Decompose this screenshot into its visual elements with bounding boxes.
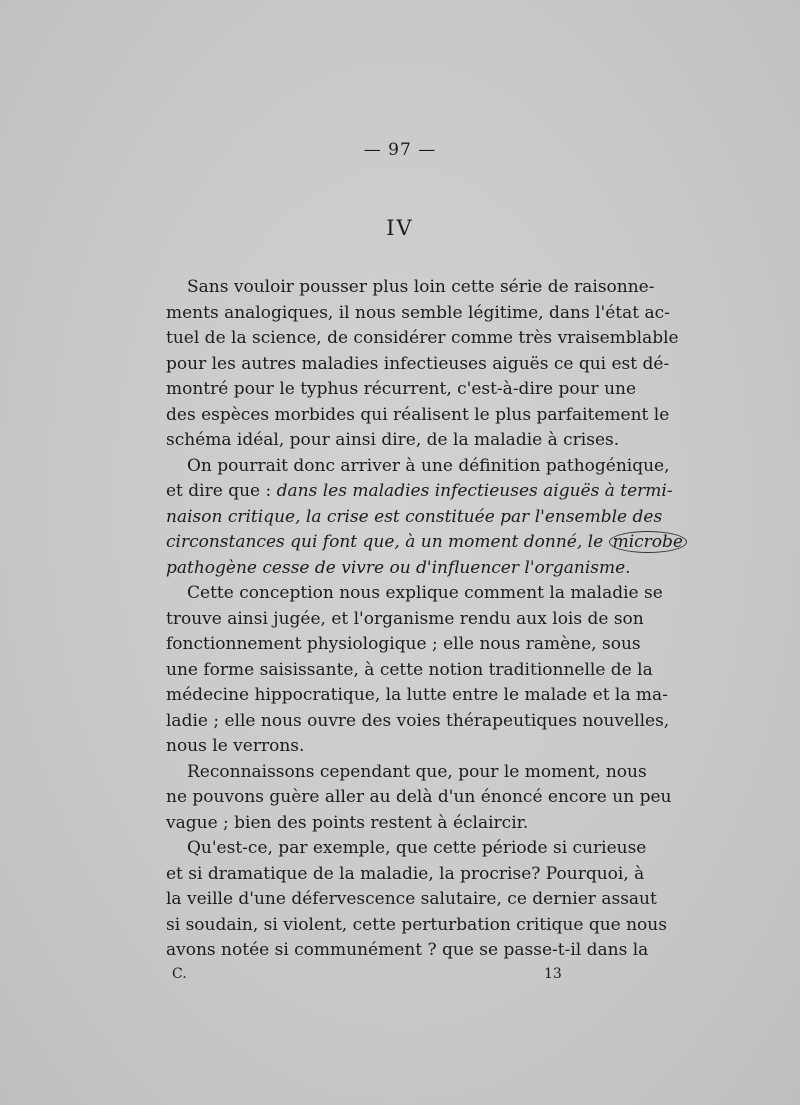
text-line bbox=[166, 428, 620, 454]
text-line bbox=[166, 734, 613, 760]
text-run: montré pour le typhus récurrent, c'est-à-dire pour une bbox=[166, 379, 637, 399]
text-line bbox=[166, 658, 653, 684]
text-line bbox=[166, 326, 679, 352]
text-line bbox=[166, 632, 641, 658]
text-run: On pourrait donc arriver à une définition pathogénique, bbox=[187, 455, 670, 476]
text-line bbox=[166, 275, 655, 301]
text-line bbox=[166, 454, 670, 480]
italic-run: pathogène cesse de vivre ou d'influencer l'organisme. bbox=[166, 557, 631, 578]
text-run: Qu'est-ce, par exemple, que cette période si curieuse bbox=[187, 838, 647, 858]
text-run: vague ; bien des points restent à éclaircir. bbox=[166, 812, 529, 833]
text-line bbox=[166, 862, 645, 888]
text-line bbox=[166, 887, 657, 913]
text-run: des espèces morbides qui réalisent le plus parfaitement le bbox=[166, 404, 670, 425]
sheet-number: 13 bbox=[544, 966, 562, 982]
text-line bbox=[166, 760, 647, 786]
text-run: la veille d'une défervescence salutaire, ce dernier assaut bbox=[166, 889, 657, 909]
text-line bbox=[166, 301, 670, 327]
text-run: Cette conception nous explique comment la maladie se bbox=[187, 583, 663, 603]
text-line bbox=[166, 581, 663, 607]
italic-run: circonstances qui font que, à un moment donné, le bbox=[166, 532, 609, 552]
page-number: — 97 — bbox=[363, 140, 437, 160]
text-line bbox=[166, 811, 613, 837]
italic-run: dans les maladies infectieuses aiguës à termi- bbox=[276, 481, 673, 501]
text-run: médecine hippocratique, la lutte entre le malade et la ma- bbox=[166, 685, 668, 705]
italic-run: naison critique, la crise est constituée par l'ensemble des bbox=[166, 506, 663, 527]
text-run: schéma idéal, pour ainsi dire, de la maladie à crises. bbox=[166, 430, 620, 450]
text-line bbox=[166, 403, 670, 429]
body-text bbox=[166, 275, 683, 964]
text-run: une forme saisissante, à cette notion traditionnelle de la bbox=[166, 659, 653, 680]
text-run: avons notée si communément ? que se passe-t-il dans la bbox=[166, 940, 649, 960]
text-line bbox=[166, 938, 649, 964]
text-run: et si dramatique de la maladie, la procrise? Pourquoi, à bbox=[166, 863, 645, 884]
text-run: ments analogiques, il nous semble légitime, dans l'état ac- bbox=[166, 302, 670, 323]
text-run: trouve ainsi jugée, et l'organisme rendu aux lois de son bbox=[166, 608, 644, 629]
text-line bbox=[166, 556, 631, 582]
text-run: si soudain, si violent, cette perturbation critique que nous bbox=[166, 914, 667, 935]
signature-mark: C. bbox=[172, 966, 187, 982]
text-line bbox=[166, 505, 663, 531]
text-line bbox=[166, 607, 644, 633]
text-run: tuel de la science, de considérer comme très vraisemblable bbox=[166, 328, 679, 348]
text-run: ne pouvons guère aller au delà d'un énoncé encore un peu bbox=[166, 787, 672, 807]
text-run: Reconnaissons cependant que, pour le moment, nous bbox=[187, 761, 647, 782]
text-run: et dire que : bbox=[166, 481, 277, 501]
section-heading: IV bbox=[386, 216, 414, 240]
text-run: nous le verrons. bbox=[166, 736, 305, 756]
text-run: Sans vouloir pousser plus loin cette série de raisonne- bbox=[187, 277, 655, 297]
text-run: fonctionnement physiologique ; elle nous ramène, sous bbox=[166, 634, 641, 654]
text-line bbox=[166, 709, 670, 735]
text-line bbox=[166, 352, 670, 378]
text-line bbox=[166, 913, 667, 939]
text-line bbox=[166, 377, 637, 403]
text-line bbox=[166, 683, 668, 709]
text-line bbox=[166, 785, 672, 811]
text-run: pour les autres maladies infectieuses aiguës ce qui est dé- bbox=[166, 353, 670, 374]
text-line bbox=[166, 530, 683, 556]
text-line bbox=[166, 836, 647, 862]
circled-word: microbe bbox=[609, 531, 687, 553]
text-line bbox=[166, 479, 673, 505]
text-run: ladie ; elle nous ouvre des voies thérapeutiques nouvelles, bbox=[166, 710, 670, 731]
